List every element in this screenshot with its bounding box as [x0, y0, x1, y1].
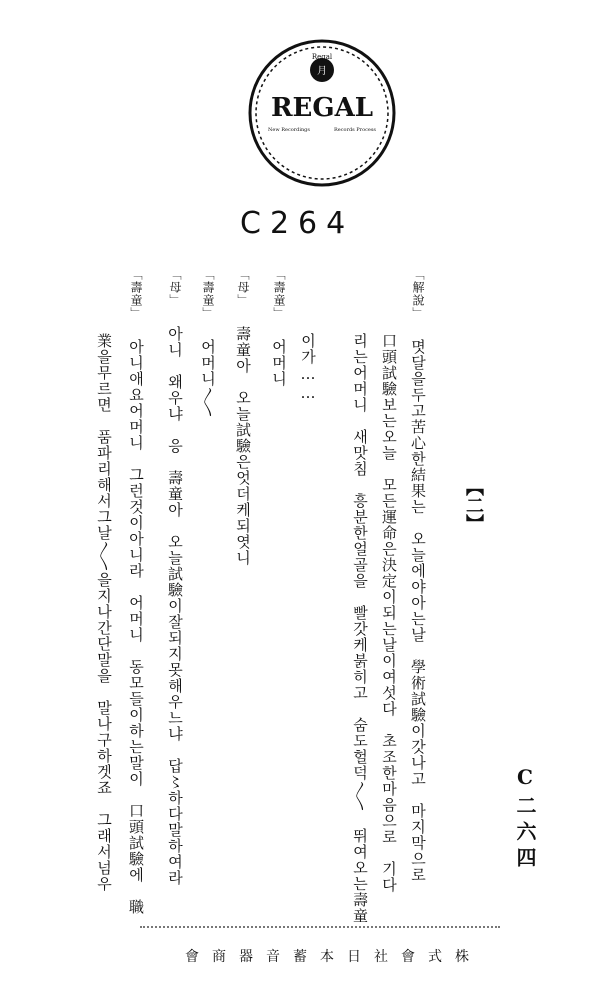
svg-text:月: 月: [317, 66, 327, 77]
script-column-9: [128, 268, 143, 915]
side-number: C二六四: [513, 765, 537, 873]
column-text: 業을무르면 품파리해서그날〳〵을지나간단말을 말나구하겟죠 그래서넘우: [95, 333, 113, 892]
footer-divider: [140, 926, 500, 928]
column-text: 아니애요어머니 그런것이아니라 어머니 동모들이하는말이 口頭試驗에 職: [127, 339, 145, 915]
column-text: 어머니〳〵: [199, 339, 217, 418]
section-mark: 【二】: [463, 478, 484, 532]
script-column-10: [96, 333, 111, 892]
script-column-5: [271, 268, 286, 387]
speaker-label: 「壽童」: [201, 268, 215, 320]
script-column-6: [235, 268, 250, 566]
script-column-3: [352, 333, 367, 924]
column-text: 몃달을두고苦心한結果는 오늘에야아는날 學術試驗이갓나고 마지막으로: [409, 339, 427, 883]
script-column-4: [300, 333, 315, 403]
record-code: C264: [240, 206, 355, 241]
script-column-8: [167, 268, 182, 886]
footer-company: 株式會社日本蓄音器商會: [185, 949, 482, 965]
column-text: 口頭試驗보는오늘 모든運命은決定이되는날이여섯다 초조한마음으로 기다: [380, 333, 398, 893]
column-text: 壽童아 오늘試驗은엇더케되엿니: [234, 326, 252, 566]
column-text: 이가……: [299, 333, 317, 403]
logo-note-right: Records Process: [334, 127, 376, 133]
speaker-label: 「壽童」: [272, 268, 286, 320]
speaker-label: 「解說」: [411, 268, 425, 320]
logo-brand: REGAL: [270, 93, 374, 123]
script-column-7: [200, 268, 215, 418]
logo-top-text: Regal: [311, 53, 333, 61]
speaker-label: 「壽童」: [129, 268, 143, 320]
script-column-2: [381, 333, 396, 893]
speaker-label: 「母」: [168, 268, 182, 307]
script-column-1: [410, 268, 425, 883]
logo-note-left: New Recordings: [268, 127, 310, 133]
column-text: 아니 왜우냐 응 壽童아 오늘試驗이잘되지못해우느냐 답〻하다말하여라: [166, 326, 184, 886]
column-text: 리는어머니 새맛침 흥분한얼골을 빨갓케붉히고 숨도헐덕〳〵 뛰여오는壽童: [351, 333, 369, 924]
regal-logo: [247, 38, 397, 188]
speaker-label: 「母」: [236, 268, 250, 307]
column-text: 어머니: [270, 339, 288, 387]
